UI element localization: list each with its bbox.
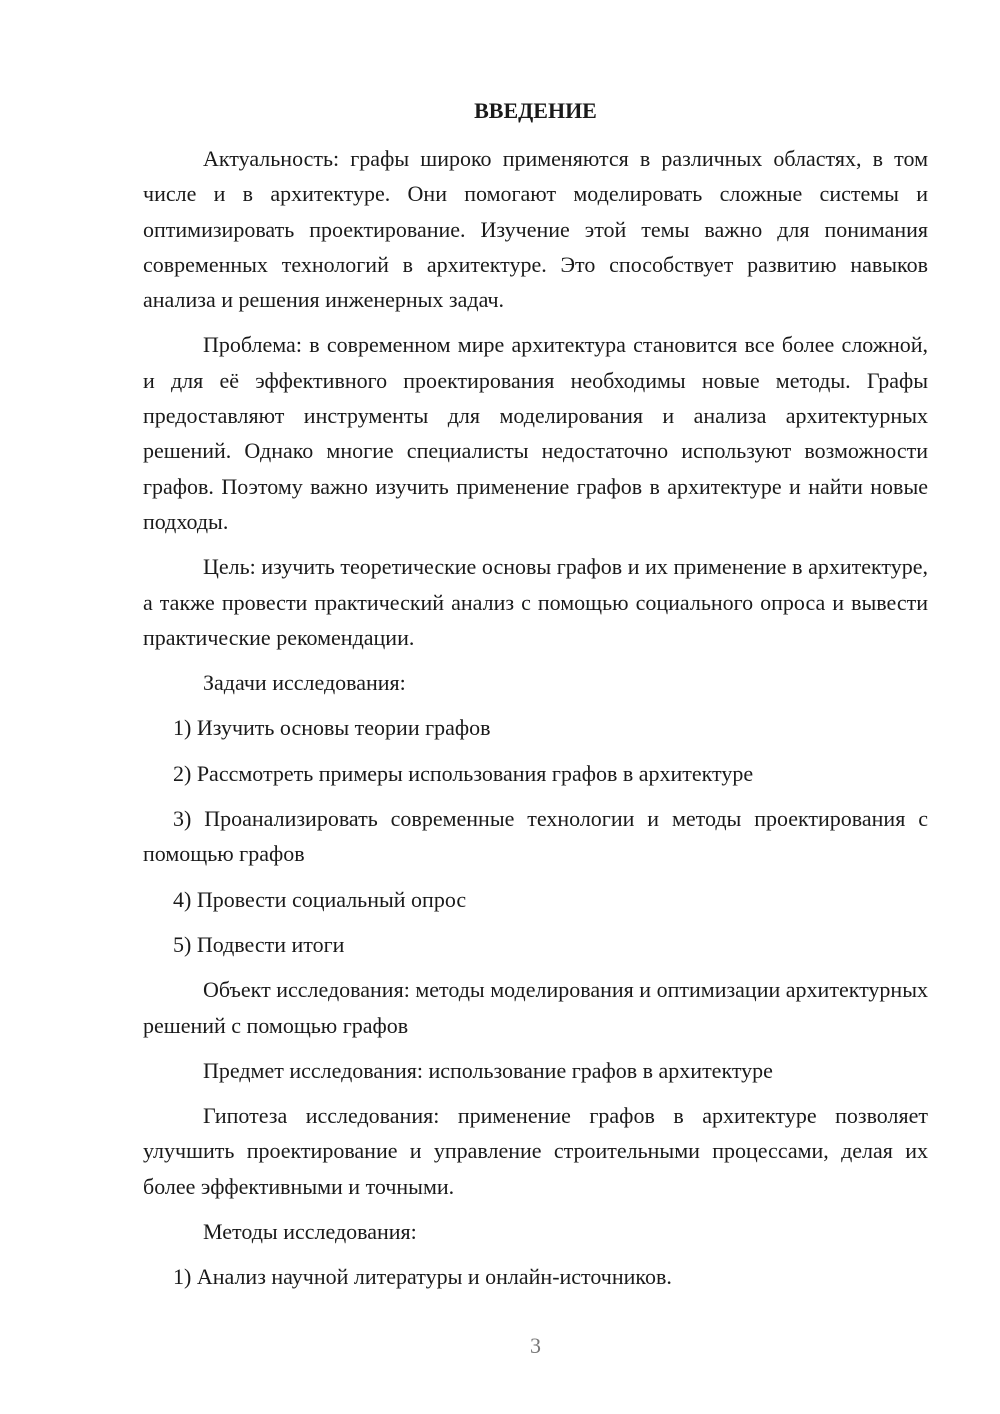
document-body	[143, 141, 928, 1305]
page-title: ВВЕДЕНИЕ	[474, 98, 597, 123]
hypothesis-paragraph: Гипотеза исследования: применение графов в архитектуре позволяет улучшить проектирование и управление строительными процессами, делая их более эффективными и точными.	[143, 1103, 928, 1199]
page-number: 3	[530, 1333, 541, 1358]
tasks-heading: Задачи исследования:	[203, 670, 406, 696]
relevance-paragraph: Актуальность: графы широко применяются в различных областях, в том числе и в архитектуре. Они помогают моделировать сложные системы и оптимизировать проектирование. Изучение этой темы важно для понимания современных технологий в архитектуре. Это способствует развитию навыков анализа и решения инженерных задач.	[143, 146, 928, 313]
task-item-4: 4) Провести социальный опрос	[173, 886, 467, 912]
task-item-5: 5) Подвести итоги	[173, 931, 345, 957]
object-paragraph: Объект исследования: методы моделирования и оптимизации архитектурных решений с помощью графов	[143, 977, 928, 1038]
method-item-1: 1) Анализ научной литературы и онлайн-источников.	[173, 1264, 672, 1290]
methods-heading: Методы исследования:	[203, 1219, 417, 1245]
task-item-2: 2) Рассмотреть примеры использования графов в архитектуре	[173, 760, 754, 786]
subject-paragraph: Предмет исследования: использование графов в архитектуре	[203, 1057, 773, 1083]
document-page	[143, 0, 928, 1414]
task-item-3: 3) Проанализировать современные технологии и методы проектирования с помощью графов	[143, 806, 928, 867]
task-item-1: 1) Изучить основы теории графов	[173, 715, 491, 741]
problem-paragraph: Проблема: в современном мире архитектура становится все более сложной, и для её эффективного проектирования необходимы новые методы. Графы предоставляют инструменты для моделирования и анализа архитектурных решений. Однако многие специалисты недостаточно используют возможности графов. Поэтому важно изучить применение графов в архитектуре и найти новые подходы.	[143, 332, 928, 534]
goal-paragraph: Цель: изучить теоретические основы графов и их применение в архитектуре, а также провести практический анализ с помощью социального опроса и вывести практические рекомендации.	[143, 554, 928, 650]
